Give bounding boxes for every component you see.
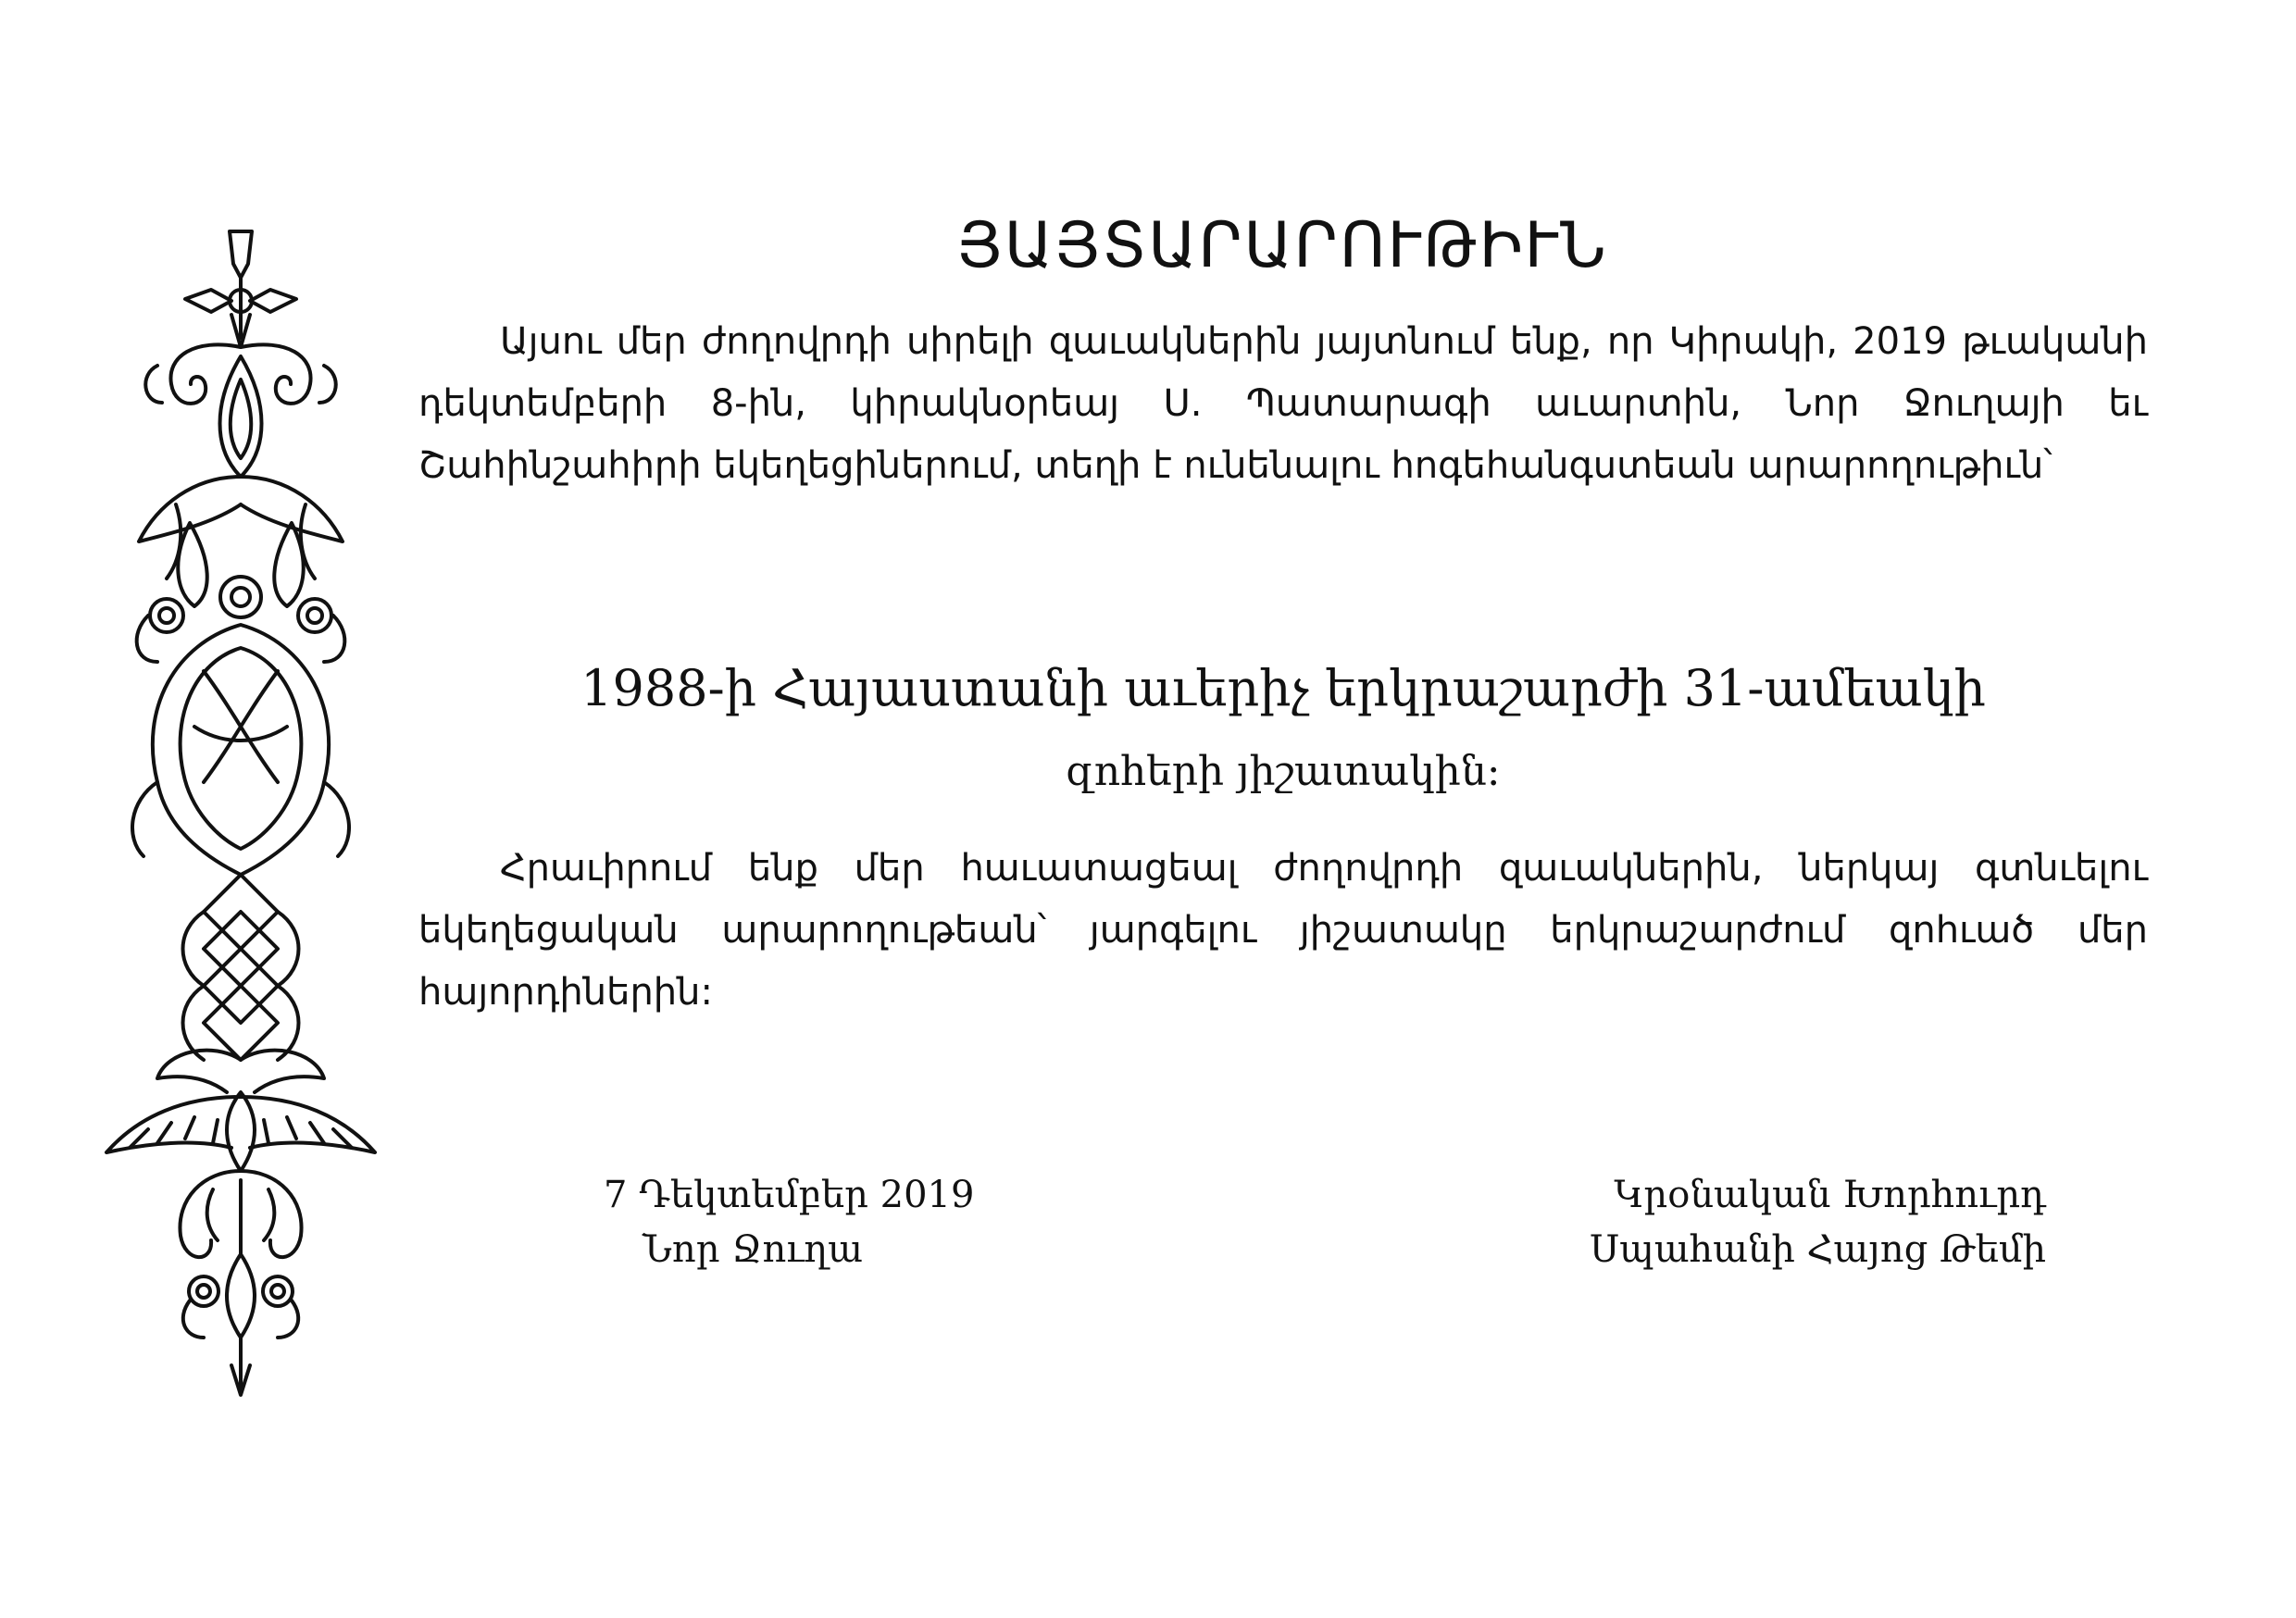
issue-place: Նոր Ջուղա: [643, 1228, 864, 1271]
memorial-subject-line-2: զոհերի յիշատակին:: [1066, 748, 1501, 795]
announcement-paragraph-1: Այսու մեր ժողովրդի սիրելի զաւակներին յայտնում ենք, որ Կիրակի, 2019 թւականի դեկտեմբերի 8-ին, կիրակնօրեայ Ս. Պատարագի աւարտին, Նոր Ջուղայի եւ Շահինշահիրի եկեղեցիներում, տեղի է ունենալու հոգեհանգստեան արարողութիւն՝: [418, 320, 2148, 487]
issuer-council: Կրօնական Խորհուրդ: [1614, 1174, 2046, 1216]
memorial-subject-line-1: 1988-ի Հայաստանի աւերիչ երկրաշարժի 31-ամեակի: [580, 659, 1986, 717]
armenian-cross-ornament-icon: [102, 227, 380, 1398]
invitation-paragraph: Հրաւիրում ենք մեր հաւատացեալ ժողովրդի զաւակներին, ներկայ գտնւելու եկեղեցական արարողութեան՝ յարգելու յիշատակը երկրաշարժում զոհւած մեր հայորդիներին:: [418, 847, 2148, 1014]
issuer-diocese: Սպահանի Հայոց Թեմի: [1590, 1228, 2046, 1271]
announcement-title: ՅԱՅՏԱՐԱՐՈՒԹԻՒՆ: [956, 209, 1608, 282]
issue-date: 7 Դեկտեմբեր 2019: [604, 1174, 975, 1216]
issuer-signature-block: [1444, 1168, 2046, 1277]
date-place-block: [604, 1168, 974, 1277]
